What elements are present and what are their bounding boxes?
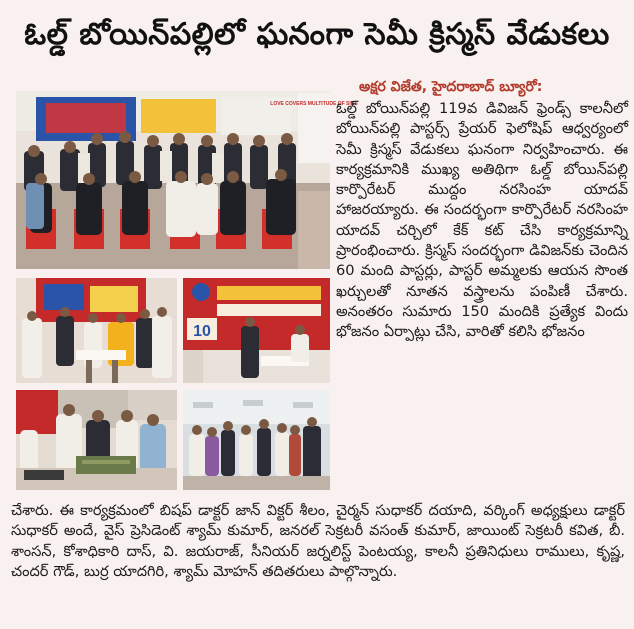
headline: ఓల్డ్ బోయిన్‌పల్లిలో ఘనంగా సెమీ క్రిస్మస్ వేడుకలు (24, 17, 610, 52)
dinner-photo (183, 390, 330, 490)
article-column (336, 99, 628, 343)
article-continuation (11, 501, 625, 582)
reporter-name: అక్షర విజేత, (359, 79, 428, 95)
byline (359, 77, 625, 97)
group-photo (16, 91, 358, 269)
clothes-photo (16, 390, 177, 490)
cake-photo (16, 278, 177, 383)
article-column-text: ఓల్డ్ బోయిన్‌పల్లి 119వ డివిజన్ ఫ్రెండ్స్ కాలనీలో బోయిన్‌పల్లి పాస్టర్స్ ప్రేయర్ ఫెలోషిప్ ఆధ్వర్యంలో సెమీ క్రిస్మస్ వేడుకలు ఘనంగా నిర్వహించారు. ఈ కార్యక్రమానికి ముఖ్య అతిథిగా ఓల్డ్ బోయిన్‌పల్లి కార్పొరేటర్ ముద్దం నరసింహ యాదవ్ హాజరయ్యారు. ఈ సందర్భంగా కార్పొరేటర్ నరసింహ యాదవ్ చర్చిలో కేక్ కట్ చేసి కార్యక్రమాన్ని ప్రారంభించారు. క్రిస్మస్ సందర్భంగా డివిజన్‌కు చెందిన 60 మంది పాస్టర్లు, పాస్టర్ అమ్మలకు ఆయన సొంత ఖర్చులతో నూతన వస్త్రాలను పంపిణీ చేశారు. అనంతరం సుమారు 150 మందికి ప్రత్యేక విందు భోజనం ఏర్పాట్లు చేసి, వారితో కలిసి భోజనం (336, 100, 628, 341)
stage-banner-number: 10 (193, 323, 211, 340)
stage-photo (183, 278, 330, 383)
bureau-location: హైదరాబాద్ బ్యూరో: (431, 79, 543, 95)
article-wide-text: చేశారు. ఈ కార్యక్రమంలో బిషప్ డాక్టర్ జాన్ విక్టర్ శీలం, చైర్మన్ సుధాకర్ దయాది, వర్కింగ్ అధ్యక్షులు డాక్టర్ సుధాకర్ అందే, వైస్ ప్రెసిడెంట్ శ్యామ్ కుమార్, జనరల్ సెక్రటరీ వసంత్ కుమార్, జాయింట్ సెక్రటరీ కవిత, బీ. శాంసన్, కోశాధికారి దాస్, వి. జయరాజ్, సీనియర్ జర్నలిస్ట్ పెంటయ్య, కాలనీ ప్రతినిధులు రాములు, కృష్ణ, చందర్ గౌడ్, బుర్ర యాదగిరి, శ్యామ్ మోహన్ తదితరులు పాల్గొన్నారు. (11, 502, 625, 580)
banner-text: LOVE COVERS MULTITUDE OF SINS (270, 101, 358, 107)
